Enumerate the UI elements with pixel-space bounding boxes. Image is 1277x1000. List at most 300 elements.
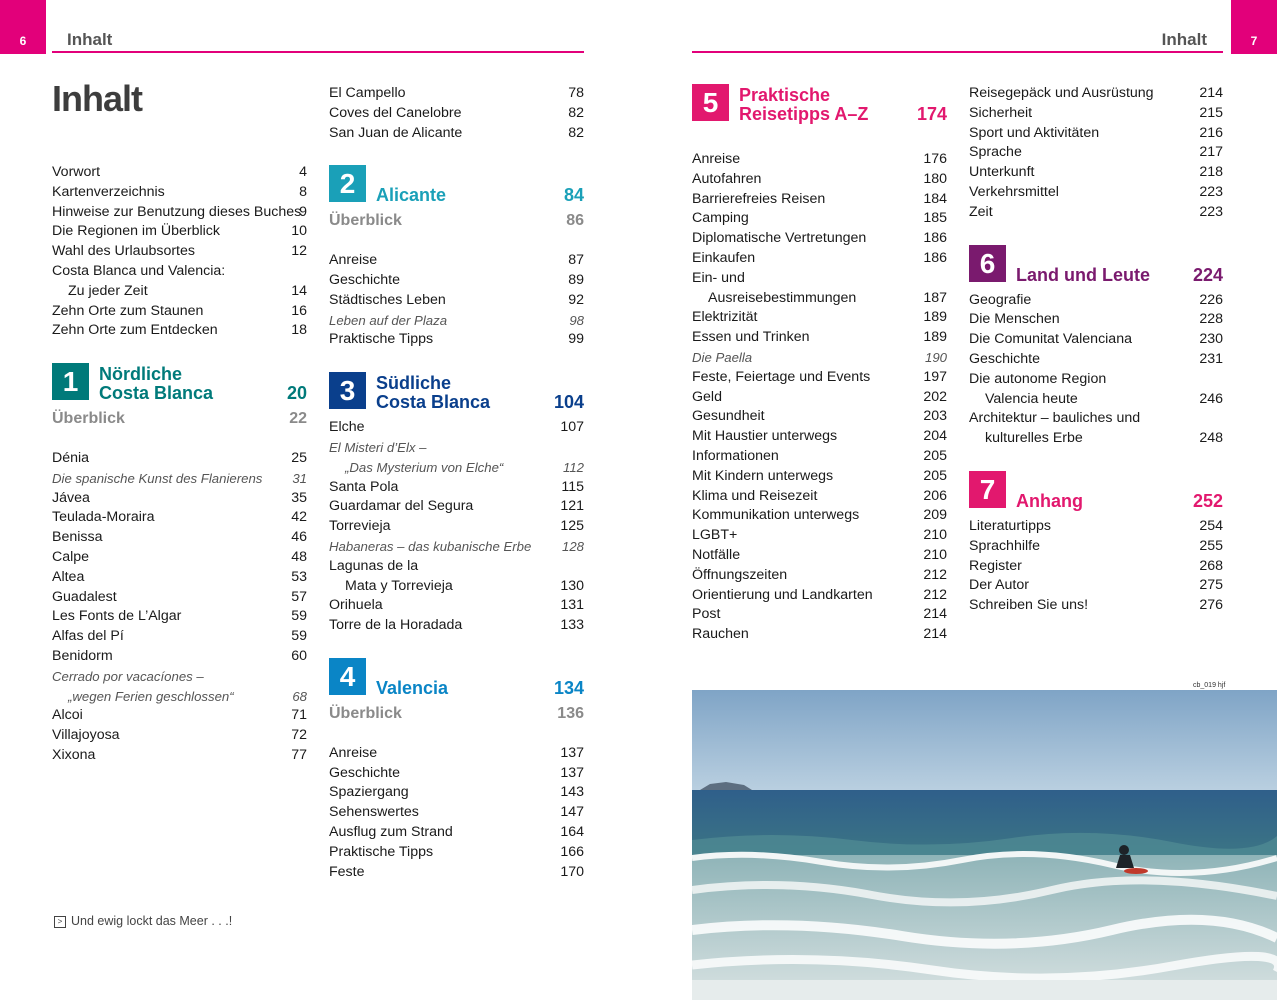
toc-entry-schreiben-sie-uns[interactable] xyxy=(969,596,1223,616)
toc-entry-title: Sprachhilfe xyxy=(969,537,1040,554)
toc-page-number: 202 xyxy=(923,388,947,405)
toc-entry-barrierefreies-reisen[interactable] xyxy=(692,190,947,210)
toc-entry-title: Geschichte xyxy=(329,764,400,781)
toc-page-number: 228 xyxy=(1199,311,1223,328)
section-header-6[interactable] xyxy=(969,245,1223,285)
toc-entry-title: Mit Kindern unterwegs xyxy=(692,467,834,484)
toc-entry-title: Geschichte xyxy=(329,271,400,288)
toc-entry-calpe[interactable] xyxy=(52,548,307,568)
toc-entry-title: Feste, Feiertage und Events xyxy=(692,368,871,385)
toc-page-number: 12 xyxy=(291,243,307,260)
toc-entry-title: Sprache xyxy=(969,144,1022,161)
toc-page-number: 254 xyxy=(1199,517,1223,534)
toc-page-number: 214 xyxy=(923,606,947,623)
toc-page-number: 226 xyxy=(1199,291,1223,308)
toc-entry-title: Lagunas de la xyxy=(329,557,419,574)
toc-entry-title: Essen und Trinken xyxy=(692,329,810,346)
toc-entry-title: Literaturtipps xyxy=(969,517,1052,534)
toc-column-4 xyxy=(969,84,1223,616)
toc-entry-title: Alfas del Pí xyxy=(52,628,124,645)
toc-entry-die-regionen-im-uberblick[interactable] xyxy=(52,222,307,242)
toc-page-number: 10 xyxy=(291,223,307,240)
toc-entry-wegen-ferien-geschlossen[interactable] xyxy=(52,687,307,707)
toc-entry-title: Geografie xyxy=(969,291,1032,308)
toc-page-number: 121 xyxy=(560,498,584,515)
toc-entry-el-campello[interactable] xyxy=(329,84,584,104)
toc-entry-title: Elektrizität xyxy=(692,309,758,326)
toc-entry-reisegepack-und-ausrustung[interactable] xyxy=(969,84,1223,104)
toc-page-number: 176 xyxy=(923,151,947,167)
toc-entry-habaneras-das-kubanische-erbe[interactable] xyxy=(329,537,584,557)
toc-entry-title: Spaziergang xyxy=(329,784,409,801)
toc-entry-elektrizitat[interactable] xyxy=(692,308,947,328)
toc-entry-javea[interactable] xyxy=(52,489,307,509)
toc-entry-architektur-bauliches-und[interactable] xyxy=(969,409,1223,429)
spacer xyxy=(329,231,584,251)
toc-page-number: 230 xyxy=(1199,331,1223,348)
toc-entry-anreise[interactable] xyxy=(329,744,584,764)
toc-page-number: 209 xyxy=(923,507,947,524)
section-title: Südliche Costa Blanca xyxy=(376,373,491,413)
toc-entry-title: Ausreisebestimmungen xyxy=(708,289,857,306)
toc-entry-title: Öffnungszeiten xyxy=(692,566,788,583)
toc-page-number: 71 xyxy=(291,707,307,724)
toc-entry-valencia-heute[interactable] xyxy=(969,390,1223,410)
section-title: Praktische Reisetipps A–Z xyxy=(739,85,869,124)
toc-page-number: 137 xyxy=(560,764,584,781)
toc-entry-sicherheit[interactable] xyxy=(969,104,1223,124)
toc-page-number: 92 xyxy=(568,291,584,308)
toc-entry-title: Verkehrsmittel xyxy=(969,183,1059,200)
toc-entry-der-autor[interactable] xyxy=(969,576,1223,596)
toc-entry-title: Die spanische Kunst des Flanierens xyxy=(52,470,263,486)
toc-entry-die-spanische-kunst-des-flanierens[interactable] xyxy=(52,469,307,489)
running-head-left: Inhalt xyxy=(67,30,113,49)
toc-entry-elche[interactable] xyxy=(329,418,584,438)
spacer xyxy=(969,449,1223,469)
toc-page-number: 197 xyxy=(923,368,947,385)
section-header-4[interactable] xyxy=(329,658,584,698)
toc-entry-spaziergang[interactable] xyxy=(329,783,584,803)
spacer xyxy=(329,350,584,370)
toc-page-number: 98 xyxy=(569,312,584,328)
toc-entry-title: Guadalest xyxy=(52,588,117,605)
toc-entry-rauchen[interactable] xyxy=(692,625,947,645)
toc-entry-camping[interactable] xyxy=(692,209,947,229)
toc-entry-sehenswertes[interactable] xyxy=(329,803,584,823)
toc-entry-title: Anreise xyxy=(329,252,378,269)
section-header-1[interactable] xyxy=(52,363,307,403)
toc-entry-ein-und[interactable] xyxy=(692,269,947,289)
toc-page-number: 231 xyxy=(1199,350,1223,367)
toc-entry-title: Die autonome Region xyxy=(969,370,1107,387)
toc-entry-title: Register xyxy=(969,557,1022,574)
toc-page-number: 166 xyxy=(560,843,584,860)
toc-entry-title: El Misteri d’Elx – xyxy=(329,439,427,455)
toc-entry-essen-und-trinken[interactable] xyxy=(692,328,947,348)
toc-entry-diplomatische-vertretungen[interactable] xyxy=(692,229,947,249)
toc-entry-title: Leben auf der Plaza xyxy=(329,312,448,328)
toc-entry-geografie[interactable] xyxy=(969,291,1223,311)
toc-entry-geschichte[interactable] xyxy=(329,271,584,291)
section-title: Valencia xyxy=(376,677,449,698)
toc-entry-sport-und-aktivitaten[interactable] xyxy=(969,124,1223,144)
toc-entry-die-menschen[interactable] xyxy=(969,310,1223,330)
toc-entry-feste[interactable] xyxy=(329,863,584,883)
toc-entry-title: Costa Blanca und Valencia: xyxy=(52,262,226,279)
toc-page-number: 4 xyxy=(299,164,307,180)
toc-entry-title: Habaneras – das kubanische Erbe xyxy=(329,538,532,554)
toc-entry-feste-feiertage-und-events[interactable] xyxy=(692,368,947,388)
spacer xyxy=(969,223,1223,243)
toc-entry-geschichte[interactable] xyxy=(329,764,584,784)
toc-entry-title: Überblick xyxy=(329,212,402,230)
toc-entry-einkaufen[interactable] xyxy=(692,249,947,269)
toc-page-number: 164 xyxy=(560,823,584,840)
toc-entry-title: Geschichte xyxy=(969,350,1040,367)
sea-waves-surfer-photo xyxy=(692,690,1277,1000)
section-title: Anhang xyxy=(1016,490,1083,511)
toc-entry-zeit[interactable] xyxy=(969,203,1223,223)
toc-entry-die-comunitat-valenciana[interactable] xyxy=(969,330,1223,350)
toc-overview-entry[interactable] xyxy=(329,704,584,724)
section-page-number: 174 xyxy=(916,104,947,124)
toc-page-number: 223 xyxy=(1199,203,1223,220)
toc-page-number: 268 xyxy=(1199,557,1223,574)
toc-entry-alcoi[interactable] xyxy=(52,706,307,726)
toc-entry-das-mysterium-von-elche[interactable] xyxy=(329,458,584,478)
section-header-5[interactable] xyxy=(692,84,947,124)
spacer xyxy=(329,143,584,163)
toc-entry-mit-haustier-unterwegs[interactable] xyxy=(692,427,947,447)
toc-entry-vorwort[interactable] xyxy=(52,163,307,183)
toc-entry-title: Altea xyxy=(52,568,85,585)
toc-page-number: 170 xyxy=(560,863,584,880)
toc-entry-verkehrsmittel[interactable] xyxy=(969,183,1223,203)
toc-entry-mit-kindern-unterwegs[interactable] xyxy=(692,467,947,487)
toc-page-number: 217 xyxy=(1199,144,1223,161)
toc-page-number: 107 xyxy=(560,419,584,436)
toc-entry-title: Post xyxy=(692,606,721,623)
toc-entry-title: Klima und Reisezeit xyxy=(692,487,818,504)
toc-entry-title: Notfälle xyxy=(692,546,741,563)
toc-entry-altea[interactable] xyxy=(52,568,307,588)
toc-entry-guadalest[interactable] xyxy=(52,588,307,608)
section-page-number: 224 xyxy=(1192,264,1223,285)
section-page-number: 134 xyxy=(553,677,584,698)
toc-entry-title: Geld xyxy=(692,388,722,405)
toc-entry-denia[interactable] xyxy=(52,449,307,469)
spacer xyxy=(692,130,947,150)
toc-page-number: 72 xyxy=(291,727,307,744)
toc-page-number: 204 xyxy=(923,428,947,445)
toc-page-number: 184 xyxy=(923,190,947,207)
toc-entry-kulturelles-erbe[interactable] xyxy=(969,429,1223,449)
toc-entry-title: Die Menschen xyxy=(969,311,1060,328)
toc-page-number: 115 xyxy=(561,478,584,495)
toc-page-number: 205 xyxy=(923,467,947,484)
header-rule-left xyxy=(52,51,584,53)
toc-page-number: 186 xyxy=(923,230,947,247)
toc-entry-ausreisebestimmungen[interactable] xyxy=(692,289,947,309)
toc-entry-title: Jávea xyxy=(52,489,90,506)
toc-page-number: 215 xyxy=(1199,104,1223,121)
toc-page-number: 136 xyxy=(557,704,584,722)
toc-entry-autofahren[interactable] xyxy=(692,170,947,190)
section-title: Alicante xyxy=(376,185,447,206)
spacer xyxy=(52,429,307,449)
toc-entry-kartenverzeichnis[interactable] xyxy=(52,183,307,203)
toc-entry-unterkunft[interactable] xyxy=(969,163,1223,183)
toc-entry-title: San Juan de Alicante xyxy=(329,124,463,141)
toc-page-number: 223 xyxy=(1199,183,1223,200)
toc-page-number: 16 xyxy=(291,302,307,319)
toc-entry-title: Autofahren xyxy=(692,170,762,187)
toc-entry-title: „Das Mysterium von Elche“ xyxy=(345,459,504,475)
toc-entry-informationen[interactable] xyxy=(692,447,947,467)
toc-page-number: 14 xyxy=(291,282,307,299)
toc-entry-offnungszeiten[interactable] xyxy=(692,566,947,586)
toc-entry-title: Sicherheit xyxy=(969,104,1033,121)
toc-entry-teulada-moraira[interactable] xyxy=(52,508,307,528)
toc-entry-title: kulturelles Erbe xyxy=(985,430,1083,447)
spacer xyxy=(329,724,584,744)
toc-page-number: 86 xyxy=(566,212,584,230)
toc-page-number: 248 xyxy=(1199,430,1223,447)
toc-entry-title: Rauchen xyxy=(692,626,749,643)
toc-entry-gesundheit[interactable] xyxy=(692,407,947,427)
toc-entry-title: Reisegepäck und Ausrüstung xyxy=(969,85,1154,101)
toc-entry-title: Barrierefreies Reisen xyxy=(692,190,826,207)
toc-entry-orientierung-und-landkarten[interactable] xyxy=(692,586,947,606)
section-title: Nördliche Costa Blanca xyxy=(99,364,214,404)
section-title: Land und Leute xyxy=(1016,264,1150,285)
toc-entry-title: Überblick xyxy=(52,410,125,428)
toc-entry-title: Schreiben Sie uns! xyxy=(969,597,1089,614)
toc-entry-el-misteri-d-elx[interactable] xyxy=(329,438,584,458)
toc-entry-title: Feste xyxy=(329,863,365,880)
toc-entry-guardamar-del-segura[interactable] xyxy=(329,497,584,517)
toc-entry-title: Praktische Tipps xyxy=(329,331,434,348)
section-page-number: 84 xyxy=(563,185,584,206)
toc-page-number: 216 xyxy=(1199,124,1223,141)
toc-entry-xixona[interactable] xyxy=(52,746,307,766)
toc-entry-title: Zeit xyxy=(969,203,993,220)
toc-page-number: 186 xyxy=(923,249,947,266)
toc-entry-title: Einkaufen xyxy=(692,249,756,266)
toc-page-number: 60 xyxy=(291,647,307,664)
toc-entry-title: Informationen xyxy=(692,447,779,464)
toc-entry-lagunas-de-la[interactable] xyxy=(329,557,584,577)
toc-page-number: 59 xyxy=(291,608,307,625)
toc-page-number: 246 xyxy=(1199,390,1223,407)
toc-entry-title: Torrevieja xyxy=(329,518,391,535)
toc-entry-title: Zehn Orte zum Entdecken xyxy=(52,322,218,339)
spacer xyxy=(52,341,307,361)
toc-entry-die-paella[interactable] xyxy=(692,348,947,368)
toc-entry-alfas-del-pi[interactable] xyxy=(52,627,307,647)
spacer xyxy=(329,636,584,656)
toc-entry-title: Orientierung und Landkarten xyxy=(692,586,873,603)
toc-entry-die-autonome-region[interactable] xyxy=(969,370,1223,390)
toc-entry-register[interactable] xyxy=(969,557,1223,577)
toc-entry-title: Kartenverzeichnis xyxy=(52,183,165,200)
toc-entry-anreise[interactable] xyxy=(692,150,947,170)
section-number-badge: 2 xyxy=(329,165,366,202)
toc-entry-title: „wegen Ferien geschlossen“ xyxy=(68,688,234,704)
toc-page-number: 147 xyxy=(560,804,584,821)
toc-entry-kommunikation-unterwegs[interactable] xyxy=(692,506,947,526)
toc-entry-santa-pola[interactable] xyxy=(329,478,584,498)
toc-entry-title: Diplomatische Vertretungen xyxy=(692,230,867,247)
toc-entry-wahl-des-urlaubsortes[interactable] xyxy=(52,242,307,262)
toc-page-number: 185 xyxy=(923,210,947,227)
toc-entry-title: Torre de la Horadada xyxy=(329,617,463,634)
toc-overview-entry[interactable] xyxy=(329,211,584,231)
page-number-right: 7 xyxy=(1250,34,1258,48)
section-number-badge: 1 xyxy=(52,363,89,400)
toc-entry-stadtisches-leben[interactable] xyxy=(329,291,584,311)
section-header-7[interactable] xyxy=(969,471,1223,511)
toc-entry-san-juan-de-alicante[interactable] xyxy=(329,124,584,144)
toc-page-number: 137 xyxy=(560,744,584,761)
toc-entry-benidorm[interactable] xyxy=(52,647,307,667)
toc-entry-title: Unterkunft xyxy=(969,164,1035,181)
toc-entry-title: Mit Haustier unterwegs xyxy=(692,428,838,445)
toc-page-number: 218 xyxy=(1199,164,1223,181)
toc-column-1 xyxy=(52,163,307,766)
toc-page-number: 99 xyxy=(568,331,584,348)
toc-page-number: 210 xyxy=(923,527,947,544)
section-number-badge: 4 xyxy=(329,658,366,695)
section-number-badge: 6 xyxy=(969,245,1006,282)
toc-page-number: 275 xyxy=(1199,577,1223,594)
toc-entry-title: Zu jeder Zeit xyxy=(68,282,148,299)
toc-entry-title: Die Comunitat Valenciana xyxy=(969,331,1132,348)
toc-page-number: 255 xyxy=(1199,537,1223,554)
toc-page-number: 214 xyxy=(923,626,947,643)
section-page-number: 104 xyxy=(553,392,584,413)
toc-entry-anreise[interactable] xyxy=(329,251,584,271)
toc-overview-entry[interactable] xyxy=(52,409,307,429)
toc-page-number: 42 xyxy=(291,509,307,526)
section-number-badge: 3 xyxy=(329,372,366,409)
toc-entry-title: Camping xyxy=(692,210,749,227)
toc-entry-title: Valencia heute xyxy=(985,390,1078,407)
toc-entry-title: Mata y Torrevieja xyxy=(345,577,453,594)
toc-entry-hinweise-zur-benutzung-dieses-buches[interactable] xyxy=(52,203,307,223)
toc-page-number: 9 xyxy=(299,203,307,220)
toc-page-number: 25 xyxy=(291,449,307,466)
toc-page-number: 112 xyxy=(562,459,584,475)
toc-entry-zehn-orte-zum-staunen[interactable] xyxy=(52,302,307,322)
toc-entry-klima-und-reisezeit[interactable] xyxy=(692,487,947,507)
toc-entry-title: Zehn Orte zum Staunen xyxy=(52,302,204,319)
toc-page-number: 59 xyxy=(291,628,307,645)
toc-entry-geschichte[interactable] xyxy=(969,350,1223,370)
header-rule-right xyxy=(692,51,1223,53)
toc-entry-title: Benissa xyxy=(52,529,103,546)
toc-page-number: 48 xyxy=(291,548,307,565)
toc-entry-title: Santa Pola xyxy=(329,478,399,495)
toc-entry-title: Calpe xyxy=(52,548,90,565)
toc-entry-title: Elche xyxy=(329,419,365,436)
toc-entry-title: Städtisches Leben xyxy=(329,291,446,308)
toc-entry-lgbt[interactable] xyxy=(692,526,947,546)
toc-entry-title: Guardamar del Segura xyxy=(329,498,474,515)
toc-entry-geld[interactable] xyxy=(692,388,947,408)
toc-entry-title: LGBT+ xyxy=(692,527,738,544)
toc-entry-title: Sehenswertes xyxy=(329,804,419,821)
toc-page-number: 203 xyxy=(923,408,947,425)
toc-entry-coves-del-canelobre[interactable] xyxy=(329,104,584,124)
section-number-badge: 5 xyxy=(692,84,729,121)
toc-page-number: 212 xyxy=(923,566,947,583)
toc-page-number: 187 xyxy=(923,289,947,306)
section-page-number: 252 xyxy=(1192,490,1223,511)
toc-entry-les-fonts-de-l-algar[interactable] xyxy=(52,607,307,627)
toc-page-number: 78 xyxy=(568,85,584,101)
toc-page-number: 189 xyxy=(923,329,947,346)
toc-entry-praktische-tipps[interactable] xyxy=(329,330,584,350)
toc-entry-title: Kommunikation unterwegs xyxy=(692,507,860,524)
toc-entry-title: Teulada-Moraira xyxy=(52,509,155,526)
toc-entry-title: Alcoi xyxy=(52,707,83,724)
toc-entry-title: Ausflug zum Strand xyxy=(329,823,453,840)
toc-page-number: 131 xyxy=(560,597,584,614)
toc-entry-orihuela[interactable] xyxy=(329,596,584,616)
toc-column-3 xyxy=(692,82,947,645)
toc-entry-costa-blanca-und-valencia[interactable] xyxy=(52,262,307,282)
toc-entry-notfalle[interactable] xyxy=(692,546,947,566)
toc-entry-title: Hinweise zur Benutzung dieses Buches xyxy=(52,203,302,220)
toc-entry-title: Vorwort xyxy=(52,164,101,180)
toc-entry-cerrado-por-vacaciones[interactable] xyxy=(52,667,307,687)
toc-entry-title: Architektur – bauliches und xyxy=(969,410,1141,427)
toc-page-number: 68 xyxy=(292,688,307,704)
toc-page-number: 8 xyxy=(299,183,307,200)
running-head-right: Inhalt xyxy=(1161,30,1207,49)
toc-entry-zu-jeder-zeit[interactable] xyxy=(52,282,307,302)
toc-entry-sprache[interactable] xyxy=(969,143,1223,163)
toc-entry-torrevieja[interactable] xyxy=(329,517,584,537)
toc-entry-title: Die Paella xyxy=(692,349,753,365)
toc-page-number: 190 xyxy=(924,349,947,365)
toc-page-number: 205 xyxy=(923,447,947,464)
toc-page-number: 143 xyxy=(560,784,584,801)
toc-entry-leben-auf-der-plaza[interactable] xyxy=(329,311,584,331)
section-header-2[interactable] xyxy=(329,165,584,205)
toc-entry-benissa[interactable] xyxy=(52,528,307,548)
toc-entry-praktische-tipps[interactable] xyxy=(329,843,584,863)
section-header-3[interactable] xyxy=(329,372,584,412)
toc-entry-zehn-orte-zum-entdecken[interactable] xyxy=(52,321,307,341)
toc-entry-mata-y-torrevieja[interactable] xyxy=(329,577,584,597)
toc-entry-post[interactable] xyxy=(692,605,947,625)
toc-entry-sprachhilfe[interactable] xyxy=(969,537,1223,557)
toc-entry-ausflug-zum-strand[interactable] xyxy=(329,823,584,843)
toc-entry-title: Coves del Canelobre xyxy=(329,104,462,121)
toc-entry-torre-de-la-horadada[interactable] xyxy=(329,616,584,636)
toc-column-2 xyxy=(329,84,584,882)
toc-page-number: 82 xyxy=(568,124,584,141)
page-number-tab-left xyxy=(0,0,46,54)
arrow-box-icon: > xyxy=(54,916,66,928)
toc-page-number: 214 xyxy=(1199,85,1223,101)
toc-entry-literaturtipps[interactable] xyxy=(969,517,1223,537)
toc-entry-villajoyosa[interactable] xyxy=(52,726,307,746)
toc-page-number: 128 xyxy=(561,538,584,554)
